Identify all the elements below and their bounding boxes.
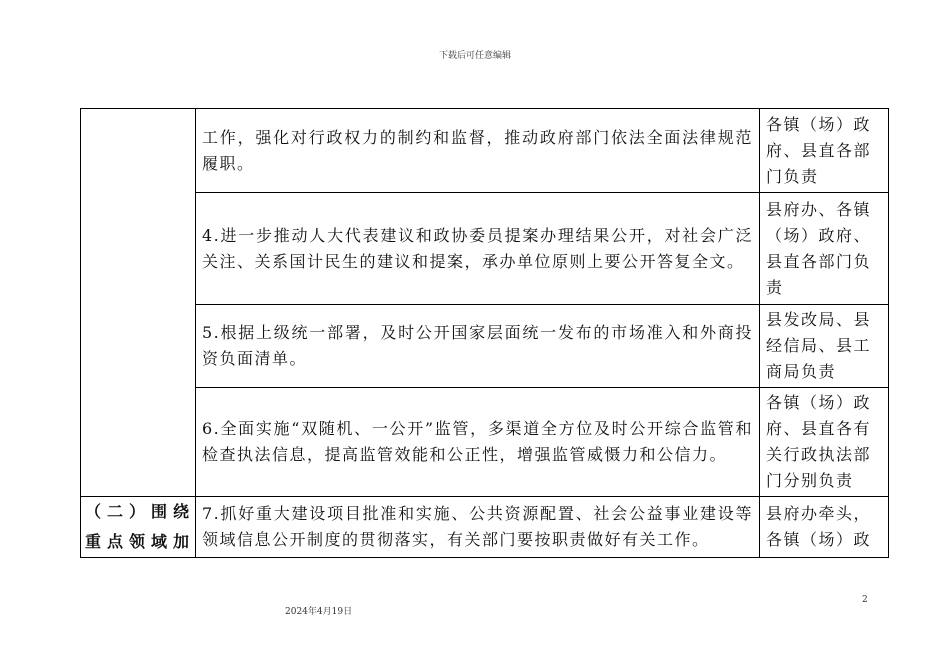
table-row [81, 109, 889, 193]
content-cell: 4.进一步推动人大代表建议和政协委员提案办理结果公开，对社会广泛关注、关系国计民生的建议和提案，承办单位原则上要公开答复全文。 [196, 193, 760, 305]
header-note: 下载后可任意编辑 [438, 51, 511, 61]
responsible-cell: 县府办、各镇（场）政府、县直各部门负责 [760, 193, 889, 305]
footer-date: 2024年4月19日 [285, 607, 353, 617]
content-cell: 5.根据上级统一部署，及时公开国家层面统一发布的市场准入和外商投资负面清单。 [196, 305, 760, 388]
responsible-cell: 县发改局、县经信局、县工商局负责 [760, 305, 889, 388]
category-cell: （二）围绕重点领域加 [81, 497, 196, 558]
content-cell: 工作，强化对行政权力的制约和监督，推动政府部门依法全面法律规范履职。 [196, 109, 760, 193]
page-number: 2 [862, 595, 868, 605]
content-cell: 6.全面实施“双随机、一公开”监管，多渠道全方位及时公开综合监管和检查执法信息，提高监管效能和公正性，增强监管威慑力和公信力。 [196, 388, 760, 497]
content-cell: 7.抓好重大建设项目批准和实施、公共资源配置、社会公益事业建设等领域信息公开制度的贯彻落实，有关部门要按职责做好有关工作。 [196, 497, 760, 558]
document-table [80, 108, 889, 558]
table-row [81, 497, 889, 558]
category-cell [81, 109, 196, 497]
table-row [81, 388, 889, 497]
responsible-cell: 各镇（场）政府、县直各有关行政执法部门分别负责 [760, 388, 889, 497]
table-row [81, 305, 889, 388]
table-row [81, 193, 889, 305]
responsible-cell: 各镇（场）政府、县直各部门负责 [760, 109, 889, 193]
responsible-cell: 县府办牵头，各镇（场）政 [760, 497, 889, 558]
